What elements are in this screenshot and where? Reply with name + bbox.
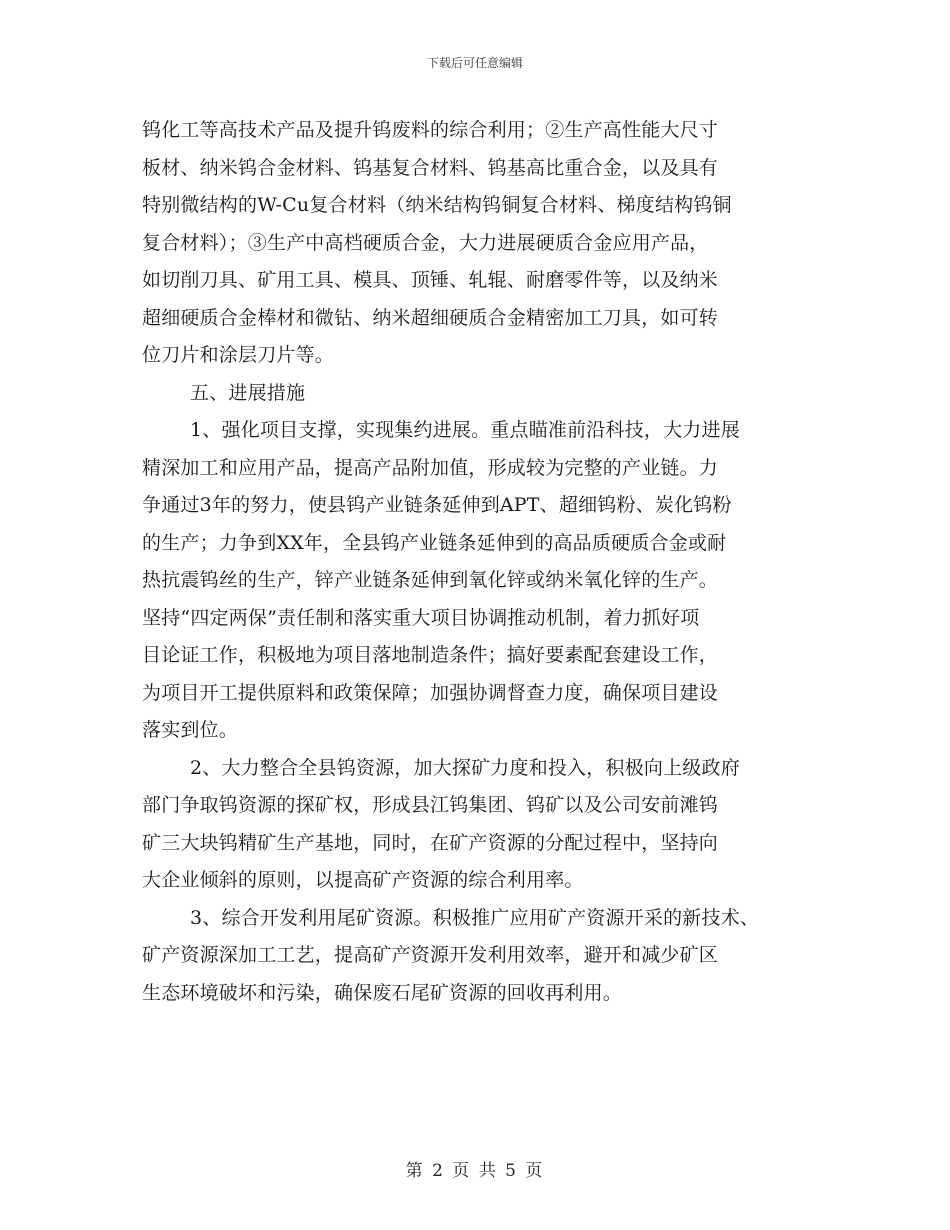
text-line: 精深加工和应用产品，提高产品附加值，形成较为完整的产业链。力 bbox=[142, 456, 719, 479]
text-line: 大企业倾斜的原则，以提高矿产资源的综合利用率。 bbox=[142, 869, 584, 891]
text-line: 目论证工作，积极地为项目落地制造条件；搞好要素配套建设工作， bbox=[142, 644, 719, 666]
text-line: 坚持“四定两保”责任制和落实重大项目协调推动机制，着力抓好项 bbox=[142, 606, 700, 629]
text-line: 争通过3年的努力，使县钨产业链条延伸到APT、超细钨粉、炭化钨粉 bbox=[142, 494, 732, 516]
text-line: 3、综合开发利用尾矿资源。积极推广应用矿产资源开采的新技术、 bbox=[190, 906, 760, 929]
text-line: 2、大力整合全县钨资源，加大探矿力度和投入，积极向上级政府 bbox=[190, 756, 740, 779]
document-body bbox=[142, 112, 822, 1012]
text-line: 特别微结构的W-Cu复合材料（纳米结构钨铜复合材料、梯度结构钨铜 bbox=[142, 194, 732, 216]
text-line: 复合材料）；③生产中高档硬质合金，大力进展硬质合金应用产品， bbox=[142, 231, 709, 254]
text-line: 矿产资源深加工工艺，提高矿产资源开发利用效率，避开和减少矿区 bbox=[142, 944, 719, 966]
text-line: 部门争取钨资源的探矿权，形成县江钨集团、钨矿以及公司安前滩钨 bbox=[142, 794, 719, 816]
text-line: 热抗震钨丝的生产，锌产业链条延伸到氧化锌或纳米氧化锌的生产。 bbox=[142, 569, 719, 591]
page-number-footer: 第 2 页 共 5 页 bbox=[405, 1161, 545, 1181]
text-line: 1、强化项目支撑，实现集约进展。重点瞄准前沿科技，大力进展 bbox=[190, 419, 740, 441]
text-line: 落实到位。 bbox=[142, 719, 239, 741]
text-line: 五、进展措施 bbox=[190, 381, 306, 404]
text-line: 的生产；力争到XX年，全县钨产业链条延伸到的高品质硬质合金或耐 bbox=[142, 531, 727, 554]
text-line: 超细硬质合金棒材和微钻、纳米超细硬质合金精密加工刀具，如可转 bbox=[142, 306, 719, 329]
text-line: 钨化工等高技术产品及提升钨废料的综合利用；②生产高性能大尺寸 bbox=[142, 119, 719, 141]
text-line: 矿三大块钨精矿生产基地，同时，在矿产资源的分配过程中，坚持向 bbox=[142, 831, 719, 854]
page-header: 下载后可任意编辑 bbox=[426, 56, 523, 70]
text-line: 位刀片和涂层刀片等。 bbox=[142, 344, 335, 366]
text-line: 板材、纳米钨合金材料、钨基复合材料、钨基高比重合金，以及具有 bbox=[142, 156, 719, 179]
text-line: 为项目开工提供原料和政策保障；加强协调督查力度，确保项目建设 bbox=[142, 681, 719, 704]
text-line: 生态环境破坏和污染，确保废石尾矿资源的回收再利用。 bbox=[142, 981, 623, 1004]
text-line: 如切削刀具、矿用工具、模具、顶锤、轧辊、耐磨零件等，以及纳米 bbox=[142, 269, 719, 291]
